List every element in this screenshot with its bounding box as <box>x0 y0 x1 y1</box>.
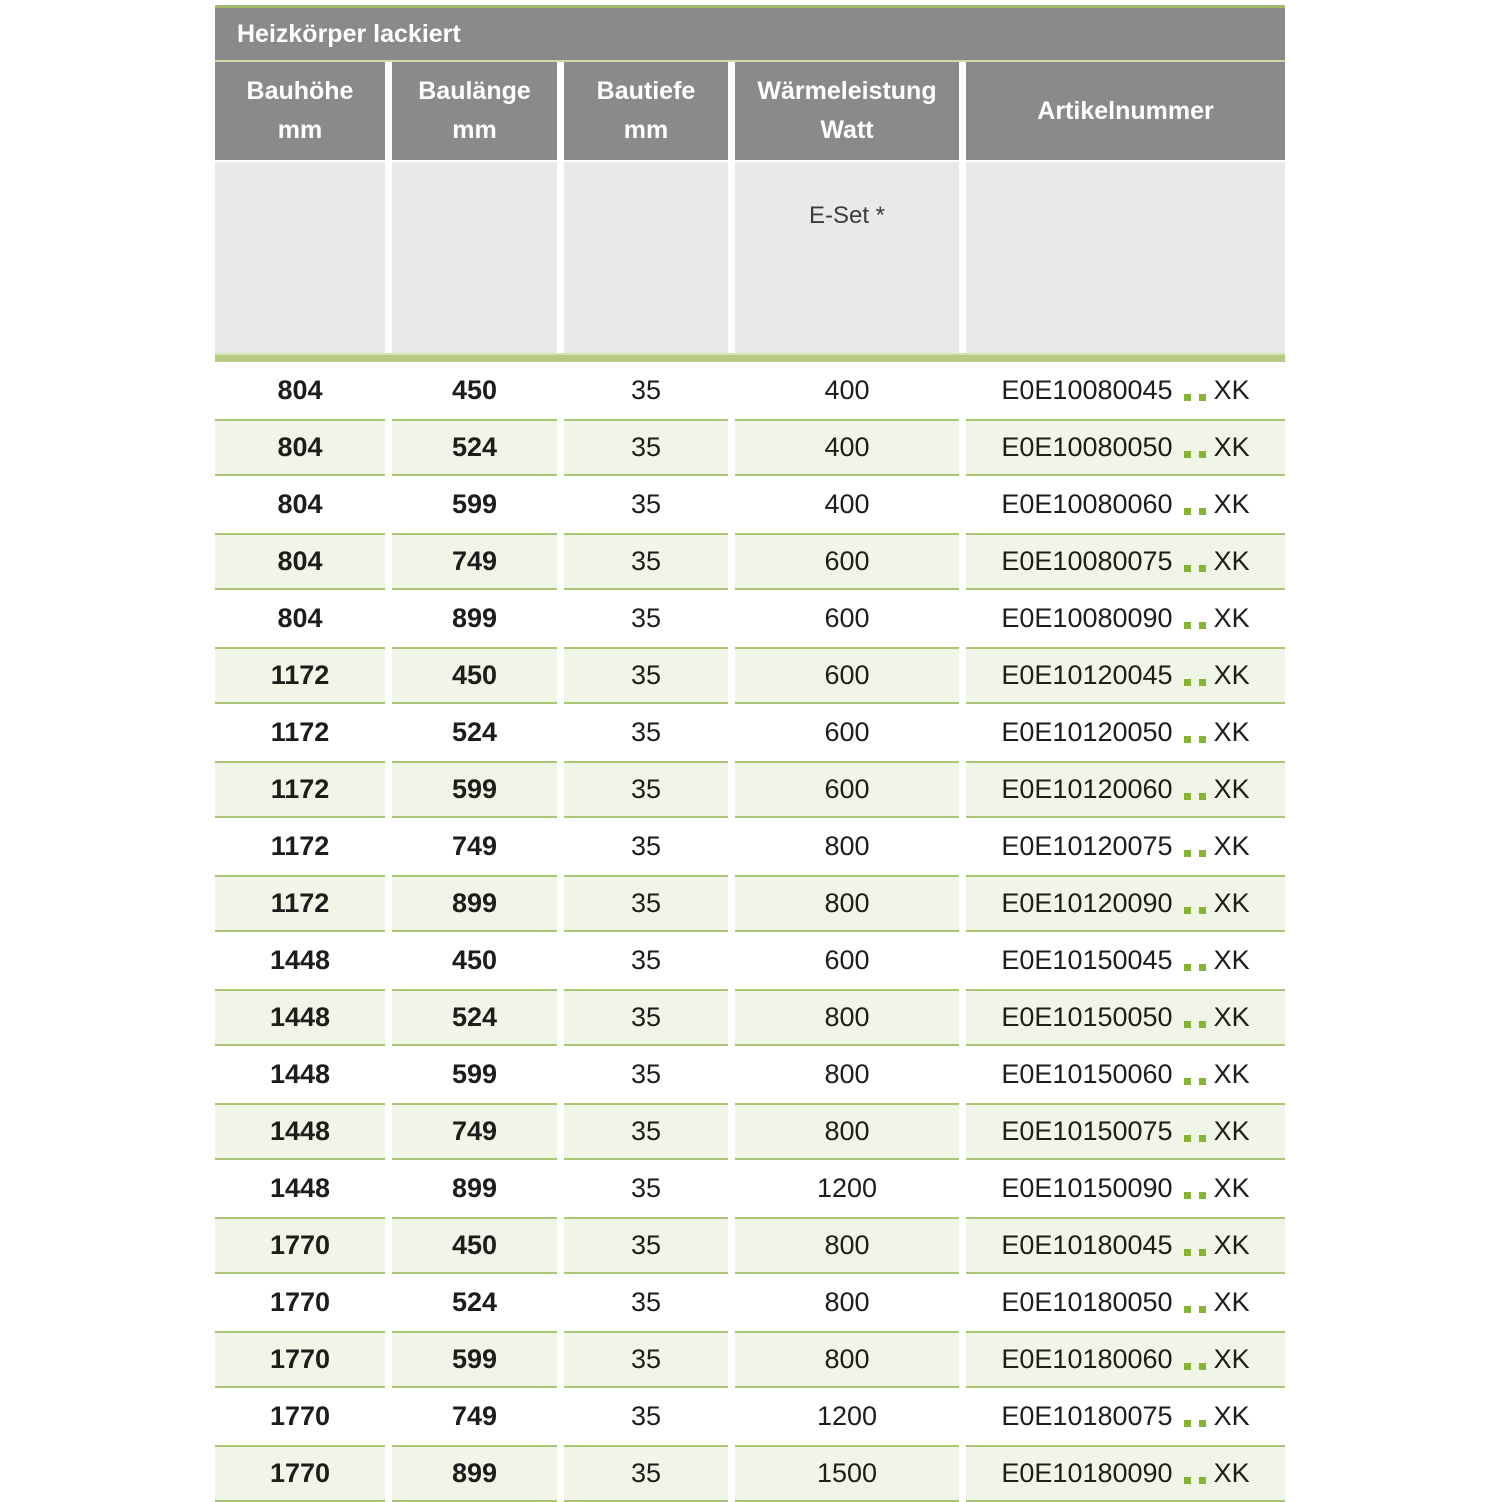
header-line: Artikelnummer <box>1037 96 1214 125</box>
table-row <box>215 1331 1285 1388</box>
artikelnummer-suffix: XK <box>1213 1458 1250 1488</box>
cell-artikelnummer <box>966 590 1285 647</box>
table-subheader-row <box>215 162 1285 353</box>
cell-bauhoehe: 1448 <box>269 945 331 975</box>
artikelnummer-suffix: XK <box>1213 1401 1250 1431</box>
cell-waermeleistung: 400 <box>735 419 959 476</box>
table-title-bar <box>215 5 1285 62</box>
cell-bauhoehe: 1448 <box>269 1173 331 1203</box>
table-row <box>215 932 1285 989</box>
cell-bauhoehe: 804 <box>215 419 385 476</box>
cell-bautiefe: 35 <box>564 1331 728 1388</box>
table-row <box>215 1445 1285 1502</box>
column-header-artikelnummer <box>966 62 1285 160</box>
artikelnummer-suffix: XK <box>1213 1173 1250 1203</box>
table-body <box>215 362 1285 1502</box>
artikel-separator-dot <box>1184 394 1191 401</box>
artikel-separator-dots <box>1184 1363 1206 1370</box>
cell-bautiefe: 35 <box>630 1401 662 1431</box>
artikel-separator-dots <box>1184 1021 1206 1028</box>
artikel-separator-dot <box>1199 508 1206 515</box>
artikelnummer-prefix: E0E10080050 <box>1001 432 1173 462</box>
artikel-separator-dot <box>1184 850 1191 857</box>
table-row <box>215 1388 1285 1445</box>
cell-bauhoehe: 804 <box>277 375 323 405</box>
cell-baulaenge: 450 <box>451 945 498 975</box>
cell-baulaenge: 599 <box>392 1331 557 1388</box>
table-row <box>215 362 1285 419</box>
cell-waermeleistung: 600 <box>735 533 959 590</box>
artikel-separator-dot <box>1199 1306 1206 1313</box>
cell-artikelnummer <box>966 1046 1285 1103</box>
cell-waermeleistung: 800 <box>735 1217 959 1274</box>
artikel-separator-dots <box>1184 1477 1206 1484</box>
artikel-separator-dot <box>1184 1249 1191 1256</box>
artikel-separator-dot <box>1184 565 1191 572</box>
artikel-separator-dot <box>1199 964 1206 971</box>
artikelnummer-suffix: XK <box>1213 1344 1250 1374</box>
cell-bauhoehe: 1770 <box>269 1401 331 1431</box>
artikel-separator-dot <box>1184 1021 1191 1028</box>
header-line: mm <box>452 116 497 144</box>
column-header-waermeleistung <box>735 62 959 160</box>
cell-artikelnummer <box>966 1274 1285 1331</box>
header-line: Bauhöhe <box>246 77 354 106</box>
cell-artikelnummer <box>966 989 1285 1046</box>
cell-artikelnummer <box>966 704 1285 761</box>
header-line: mm <box>277 116 323 144</box>
artikel-separator-dot <box>1199 1021 1206 1028</box>
artikel-separator-dot <box>1184 1306 1191 1313</box>
artikelnummer-prefix: E0E10120050 <box>1001 717 1173 747</box>
artikelnummer-prefix: E0E10180045 <box>1001 1230 1173 1260</box>
artikel-separator-dot <box>1199 1477 1206 1484</box>
artikel-separator-dot <box>1184 1363 1191 1370</box>
artikel-separator-dot <box>1199 850 1206 857</box>
cell-waermeleistung: 400 <box>824 489 870 519</box>
header-line: Bautiefe <box>596 77 696 106</box>
cell-bauhoehe: 1448 <box>215 989 385 1046</box>
cell-waermeleistung: 800 <box>735 989 959 1046</box>
artikelnummer-prefix: E0E10150075 <box>1001 1116 1173 1146</box>
table-header-row <box>215 62 1285 160</box>
cell-bautiefe: 35 <box>630 717 662 747</box>
cell-waermeleistung: 1200 <box>816 1401 878 1431</box>
cell-bauhoehe: 804 <box>215 533 385 590</box>
artikelnummer-suffix: XK <box>1213 1059 1250 1089</box>
cell-artikelnummer <box>966 362 1285 419</box>
artikelnummer-prefix: E0E10180090 <box>1001 1458 1173 1488</box>
artikel-separator-dot <box>1184 622 1191 629</box>
cell-waermeleistung: 600 <box>735 761 959 818</box>
artikelnummer-suffix: XK <box>1213 1230 1250 1260</box>
header-line: Watt <box>820 116 874 144</box>
cell-waermeleistung: 400 <box>824 375 870 405</box>
artikel-separator-dots <box>1184 565 1206 572</box>
cell-artikelnummer <box>966 1388 1285 1445</box>
cell-bautiefe: 35 <box>630 1287 662 1317</box>
cell-artikelnummer <box>966 1445 1285 1502</box>
cell-artikelnummer <box>966 647 1285 704</box>
cell-bautiefe: 35 <box>564 647 728 704</box>
cell-bautiefe: 35 <box>564 533 728 590</box>
column-header-bautiefe <box>564 62 728 160</box>
artikelnummer-suffix: XK <box>1213 432 1250 462</box>
artikel-separator-dot <box>1184 1078 1191 1085</box>
artikel-separator-dots <box>1184 1420 1206 1427</box>
product-table <box>215 5 1285 1502</box>
cell-waermeleistung: 800 <box>824 831 870 861</box>
subheader-cell-artikelnummer <box>966 162 1285 353</box>
artikel-separator-dot <box>1184 679 1191 686</box>
cell-waermeleistung: 1200 <box>816 1173 878 1203</box>
cell-bauhoehe: 1172 <box>215 761 385 818</box>
artikel-separator-dots <box>1184 964 1206 971</box>
table-row <box>215 875 1285 932</box>
table-row <box>215 1160 1285 1217</box>
artikelnummer-suffix: XK <box>1213 1287 1250 1317</box>
artikelnummer-prefix: E0E10120045 <box>1001 660 1173 690</box>
cell-artikelnummer <box>966 818 1285 875</box>
artikelnummer-prefix: E0E10080060 <box>1001 489 1173 519</box>
table-row <box>215 419 1285 476</box>
artikel-separator-dot <box>1199 1249 1206 1256</box>
cell-artikelnummer <box>966 476 1285 533</box>
cell-waermeleistung: 600 <box>824 945 870 975</box>
artikel-separator-dots <box>1184 1306 1206 1313</box>
artikel-separator-dot <box>1199 679 1206 686</box>
cell-waermeleistung: 600 <box>735 647 959 704</box>
cell-waermeleistung: 600 <box>824 717 870 747</box>
artikel-separator-dots <box>1184 793 1206 800</box>
artikelnummer-suffix: XK <box>1213 489 1250 519</box>
header-line: Wärmeleistung <box>757 77 937 106</box>
cell-baulaenge: 450 <box>451 375 498 405</box>
artikel-separator-dots <box>1184 508 1206 515</box>
cell-baulaenge: 524 <box>451 717 498 747</box>
artikel-separator-dots <box>1184 679 1206 686</box>
cell-waermeleistung: 800 <box>735 875 959 932</box>
artikel-separator-dot <box>1184 736 1191 743</box>
cell-bauhoehe: 1172 <box>270 717 330 747</box>
cell-bauhoehe: 1448 <box>215 1103 385 1160</box>
artikelnummer-prefix: E0E10080090 <box>1001 603 1173 633</box>
cell-baulaenge: 899 <box>392 875 557 932</box>
column-header-bauhoehe <box>215 62 385 160</box>
artikel-separator-dot <box>1184 793 1191 800</box>
cell-bauhoehe: 1172 <box>270 831 330 861</box>
cell-baulaenge: 749 <box>392 533 557 590</box>
cell-bautiefe: 35 <box>630 375 662 405</box>
cell-bautiefe: 35 <box>564 875 728 932</box>
artikel-separator-dot <box>1199 394 1206 401</box>
artikel-separator-dot <box>1184 1192 1191 1199</box>
cell-waermeleistung: 800 <box>735 1331 959 1388</box>
artikel-separator-dot <box>1184 907 1191 914</box>
artikelnummer-prefix: E0E10180075 <box>1001 1401 1173 1431</box>
artikel-separator-dots <box>1184 1249 1206 1256</box>
artikelnummer-prefix: E0E10120090 <box>1001 888 1173 918</box>
table-row <box>215 1046 1285 1103</box>
cell-waermeleistung: 800 <box>824 1059 870 1089</box>
cell-bautiefe: 35 <box>564 989 728 1046</box>
artikelnummer-prefix: E0E10120060 <box>1001 774 1173 804</box>
artikelnummer-prefix: E0E10080045 <box>1001 375 1173 405</box>
artikelnummer-prefix: E0E10150045 <box>1001 945 1173 975</box>
artikel-separator-dots <box>1184 907 1206 914</box>
artikelnummer-suffix: XK <box>1213 375 1250 405</box>
cell-bautiefe: 35 <box>630 831 662 861</box>
cell-bauhoehe: 1172 <box>215 647 385 704</box>
artikel-separator-dot <box>1199 1135 1206 1142</box>
table-row <box>215 476 1285 533</box>
cell-baulaenge: 599 <box>451 1059 498 1089</box>
cell-bauhoehe: 804 <box>277 489 323 519</box>
cell-bautiefe: 35 <box>564 761 728 818</box>
cell-artikelnummer <box>966 1103 1285 1160</box>
cell-bautiefe: 35 <box>630 945 662 975</box>
cell-waermeleistung: 800 <box>735 1103 959 1160</box>
artikelnummer-suffix: XK <box>1213 660 1250 690</box>
artikel-separator-dots <box>1184 1192 1206 1199</box>
separator-band <box>215 353 1285 362</box>
cell-bauhoehe: 1770 <box>215 1217 385 1274</box>
cell-baulaenge: 749 <box>451 831 498 861</box>
artikel-separator-dots <box>1184 1135 1206 1142</box>
cell-bautiefe: 35 <box>564 1445 728 1502</box>
cell-waermeleistung: 1500 <box>735 1445 959 1502</box>
header-line: mm <box>623 116 669 144</box>
artikel-separator-dots <box>1184 451 1206 458</box>
artikel-separator-dot <box>1184 1420 1191 1427</box>
artikelnummer-suffix: XK <box>1213 888 1250 918</box>
cell-artikelnummer <box>966 419 1285 476</box>
cell-waermeleistung: 600 <box>824 603 870 633</box>
artikelnummer-prefix: E0E10150060 <box>1001 1059 1173 1089</box>
table-row <box>215 647 1285 704</box>
table-row <box>215 761 1285 818</box>
cell-bautiefe: 35 <box>630 1173 662 1203</box>
artikelnummer-suffix: XK <box>1213 945 1250 975</box>
cell-bautiefe: 35 <box>564 419 728 476</box>
cell-artikelnummer <box>966 761 1285 818</box>
cell-bauhoehe: 1448 <box>269 1059 331 1089</box>
artikel-separator-dots <box>1184 394 1206 401</box>
table-row <box>215 989 1285 1046</box>
artikel-separator-dot <box>1199 1078 1206 1085</box>
artikel-separator-dot <box>1199 907 1206 914</box>
artikel-separator-dot <box>1184 1135 1191 1142</box>
artikel-separator-dot <box>1199 793 1206 800</box>
cell-baulaenge: 749 <box>392 1103 557 1160</box>
subheader-cell-baulaenge <box>392 162 557 353</box>
artikel-separator-dot <box>1199 1420 1206 1427</box>
cell-baulaenge: 899 <box>451 603 498 633</box>
table-row <box>215 1274 1285 1331</box>
cell-baulaenge: 524 <box>392 989 557 1046</box>
artikel-separator-dot <box>1184 451 1191 458</box>
cell-artikelnummer <box>966 533 1285 590</box>
cell-baulaenge: 524 <box>451 1287 498 1317</box>
cell-bautiefe: 35 <box>630 1059 662 1089</box>
artikelnummer-prefix: E0E10120075 <box>1001 831 1173 861</box>
artikel-separator-dots <box>1184 622 1206 629</box>
artikelnummer-suffix: XK <box>1213 831 1250 861</box>
cell-baulaenge: 599 <box>451 489 498 519</box>
artikel-separator-dot <box>1184 964 1191 971</box>
cell-artikelnummer <box>966 875 1285 932</box>
cell-bauhoehe: 1770 <box>269 1287 331 1317</box>
artikelnummer-suffix: XK <box>1213 1002 1250 1032</box>
cell-baulaenge: 450 <box>392 1217 557 1274</box>
table-row <box>215 704 1285 761</box>
artikel-separator-dot <box>1199 565 1206 572</box>
artikelnummer-prefix: E0E10180060 <box>1001 1344 1173 1374</box>
table-row <box>215 590 1285 647</box>
cell-waermeleistung: 800 <box>824 1287 870 1317</box>
column-header-baulaenge <box>392 62 557 160</box>
artikel-separator-dot <box>1199 451 1206 458</box>
table-row <box>215 1103 1285 1160</box>
cell-bautiefe: 35 <box>564 1217 728 1274</box>
subheader-cell-waermeleistung <box>735 162 959 353</box>
cell-baulaenge: 749 <box>451 1401 498 1431</box>
cell-baulaenge: 524 <box>392 419 557 476</box>
cell-bautiefe: 35 <box>564 1103 728 1160</box>
artikel-separator-dot <box>1199 1363 1206 1370</box>
artikelnummer-suffix: XK <box>1213 546 1250 576</box>
artikelnummer-suffix: XK <box>1213 1116 1250 1146</box>
artikelnummer-prefix: E0E10080075 <box>1001 546 1173 576</box>
artikel-separator-dots <box>1184 736 1206 743</box>
subheader-cell-bautiefe <box>564 162 728 353</box>
cell-bauhoehe: 1172 <box>215 875 385 932</box>
cell-baulaenge: 450 <box>392 647 557 704</box>
artikel-separator-dot <box>1184 508 1191 515</box>
cell-artikelnummer <box>966 1217 1285 1274</box>
artikel-separator-dot <box>1199 622 1206 629</box>
artikel-separator-dot <box>1184 1477 1191 1484</box>
artikel-separator-dot <box>1199 736 1206 743</box>
artikelnummer-suffix: XK <box>1213 603 1250 633</box>
artikelnummer-prefix: E0E10150050 <box>1001 1002 1173 1032</box>
cell-artikelnummer <box>966 1160 1285 1217</box>
cell-baulaenge: 599 <box>392 761 557 818</box>
table-row <box>215 818 1285 875</box>
cell-artikelnummer <box>966 932 1285 989</box>
cell-baulaenge: 899 <box>392 1445 557 1502</box>
cell-artikelnummer <box>966 1331 1285 1388</box>
artikelnummer-prefix: E0E10180050 <box>1001 1287 1173 1317</box>
table-row <box>215 1217 1285 1274</box>
cell-bautiefe: 35 <box>630 489 662 519</box>
artikelnummer-suffix: XK <box>1213 774 1250 804</box>
cell-bauhoehe: 1770 <box>215 1331 385 1388</box>
cell-baulaenge: 899 <box>451 1173 498 1203</box>
artikelnummer-suffix: XK <box>1213 717 1250 747</box>
subheader-cell-bauhoehe <box>215 162 385 353</box>
artikelnummer-prefix: E0E10150090 <box>1001 1173 1173 1203</box>
cell-bauhoehe: 1770 <box>215 1445 385 1502</box>
cell-bauhoehe: 804 <box>277 603 323 633</box>
table-title: Heizkörper lackiert <box>237 19 461 48</box>
artikel-separator-dots <box>1184 1078 1206 1085</box>
artikel-separator-dot <box>1199 1192 1206 1199</box>
table-row <box>215 533 1285 590</box>
cell-bautiefe: 35 <box>630 603 662 633</box>
artikel-separator-dots <box>1184 850 1206 857</box>
eset-label: E-Set * <box>808 202 886 229</box>
header-line: Baulänge <box>418 77 531 106</box>
